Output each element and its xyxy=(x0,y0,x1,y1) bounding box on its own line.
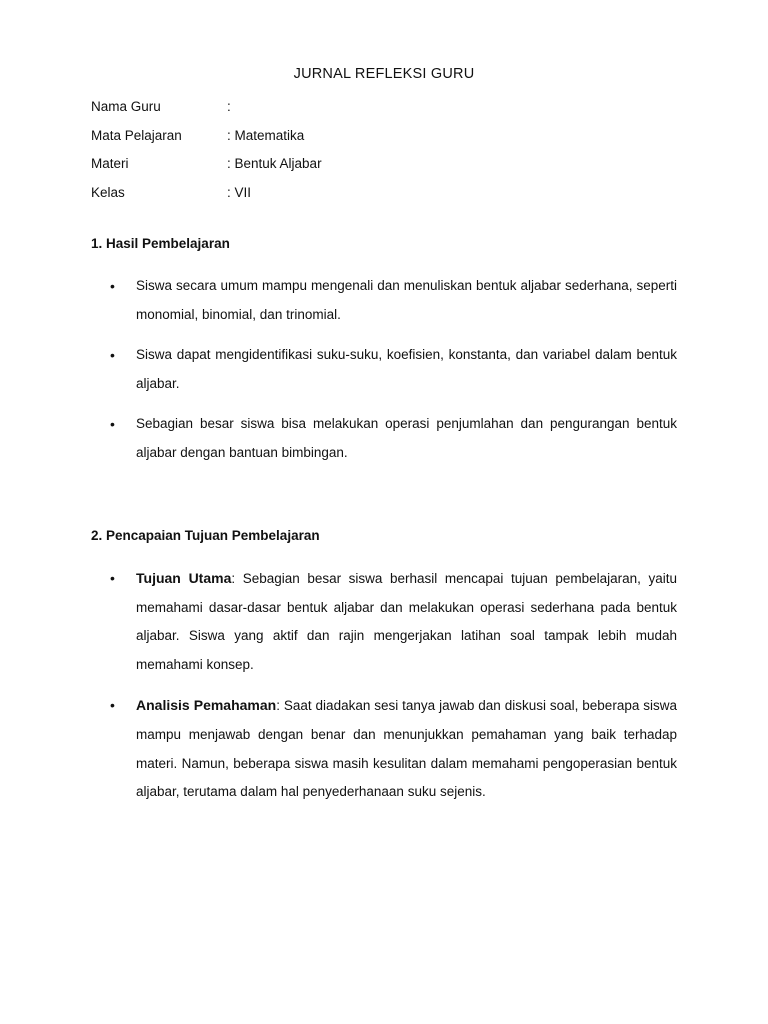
list-item-text: Sebagian besar siswa bisa melakukan operasi penjumlahan dan pengurangan bentuk aljabar dengan bantuan bimbingan. xyxy=(136,416,677,460)
list-item xyxy=(110,272,677,329)
list-item-text: Siswa secara umum mampu mengenali dan menuliskan bentuk aljabar sederhana, seperti monomial, binomial, dan trinomial. xyxy=(136,278,677,322)
identity-block xyxy=(91,97,691,211)
bullet-list-objective-achievement xyxy=(110,564,677,819)
bullet-icon: • xyxy=(110,570,115,586)
list-item-lead: Analisis Pemahaman xyxy=(136,697,277,714)
section-heading-learning-outcomes: 1. Hasil Pembelajaran xyxy=(91,236,230,251)
meta-value: : Bentuk Aljabar xyxy=(227,156,322,172)
list-item xyxy=(110,691,677,806)
document-title: JURNAL REFLEKSI GURU xyxy=(293,66,475,82)
meta-row-subject xyxy=(91,126,691,155)
list-item xyxy=(110,410,677,467)
bullet-icon: • xyxy=(110,697,115,714)
meta-row-material xyxy=(91,154,691,183)
meta-label: Nama Guru xyxy=(91,99,161,114)
list-item-text: Siswa dapat mengidentifikasi suku-suku, koefisien, konstanta, dan variabel dalam bentuk aljabar. xyxy=(136,347,677,391)
meta-row-class xyxy=(91,183,691,212)
list-item-lead: Tujuan Utama xyxy=(136,570,232,586)
list-item-text: : Sebagian besar siswa berhasil mencapai tujuan pembelajaran, yaitu memahami dasar-dasar bentuk aljabar dan melakukan operasi sederhana pada bentuk aljabar. Siswa yang aktif dan rajin mengerjakan latihan soal tampak lebih mudah memahami konsep. xyxy=(136,571,677,672)
meta-label: Materi xyxy=(91,156,129,172)
meta-value: : xyxy=(227,99,231,114)
list-item xyxy=(110,564,677,679)
bullet-icon: • xyxy=(110,278,115,294)
list-item-text: : Saat diadakan sesi tanya jawab dan diskusi soal, beberapa siswa mampu menjawab dengan benar dan menunjukkan pemahaman yang baik terhadap materi. Namun, beberapa siswa masih kesulitan dalam memahami pengoperasian bentuk aljabar, terutama dalam hal penyederhanaan suku sejenis. xyxy=(136,698,677,800)
meta-value: : Matematika xyxy=(227,127,305,143)
section-heading-objective-achievement: 2. Pencapaian Tujuan Pembelajaran xyxy=(91,528,320,543)
bullet-icon: • xyxy=(110,347,115,364)
list-item xyxy=(110,341,677,398)
bullet-list-learning-outcomes xyxy=(110,272,677,480)
meta-label: Kelas xyxy=(91,184,125,200)
meta-row-teacher xyxy=(91,97,691,126)
meta-value: : VII xyxy=(227,184,252,200)
meta-label: Mata Pelajaran xyxy=(91,127,182,143)
bullet-icon: • xyxy=(110,416,115,433)
